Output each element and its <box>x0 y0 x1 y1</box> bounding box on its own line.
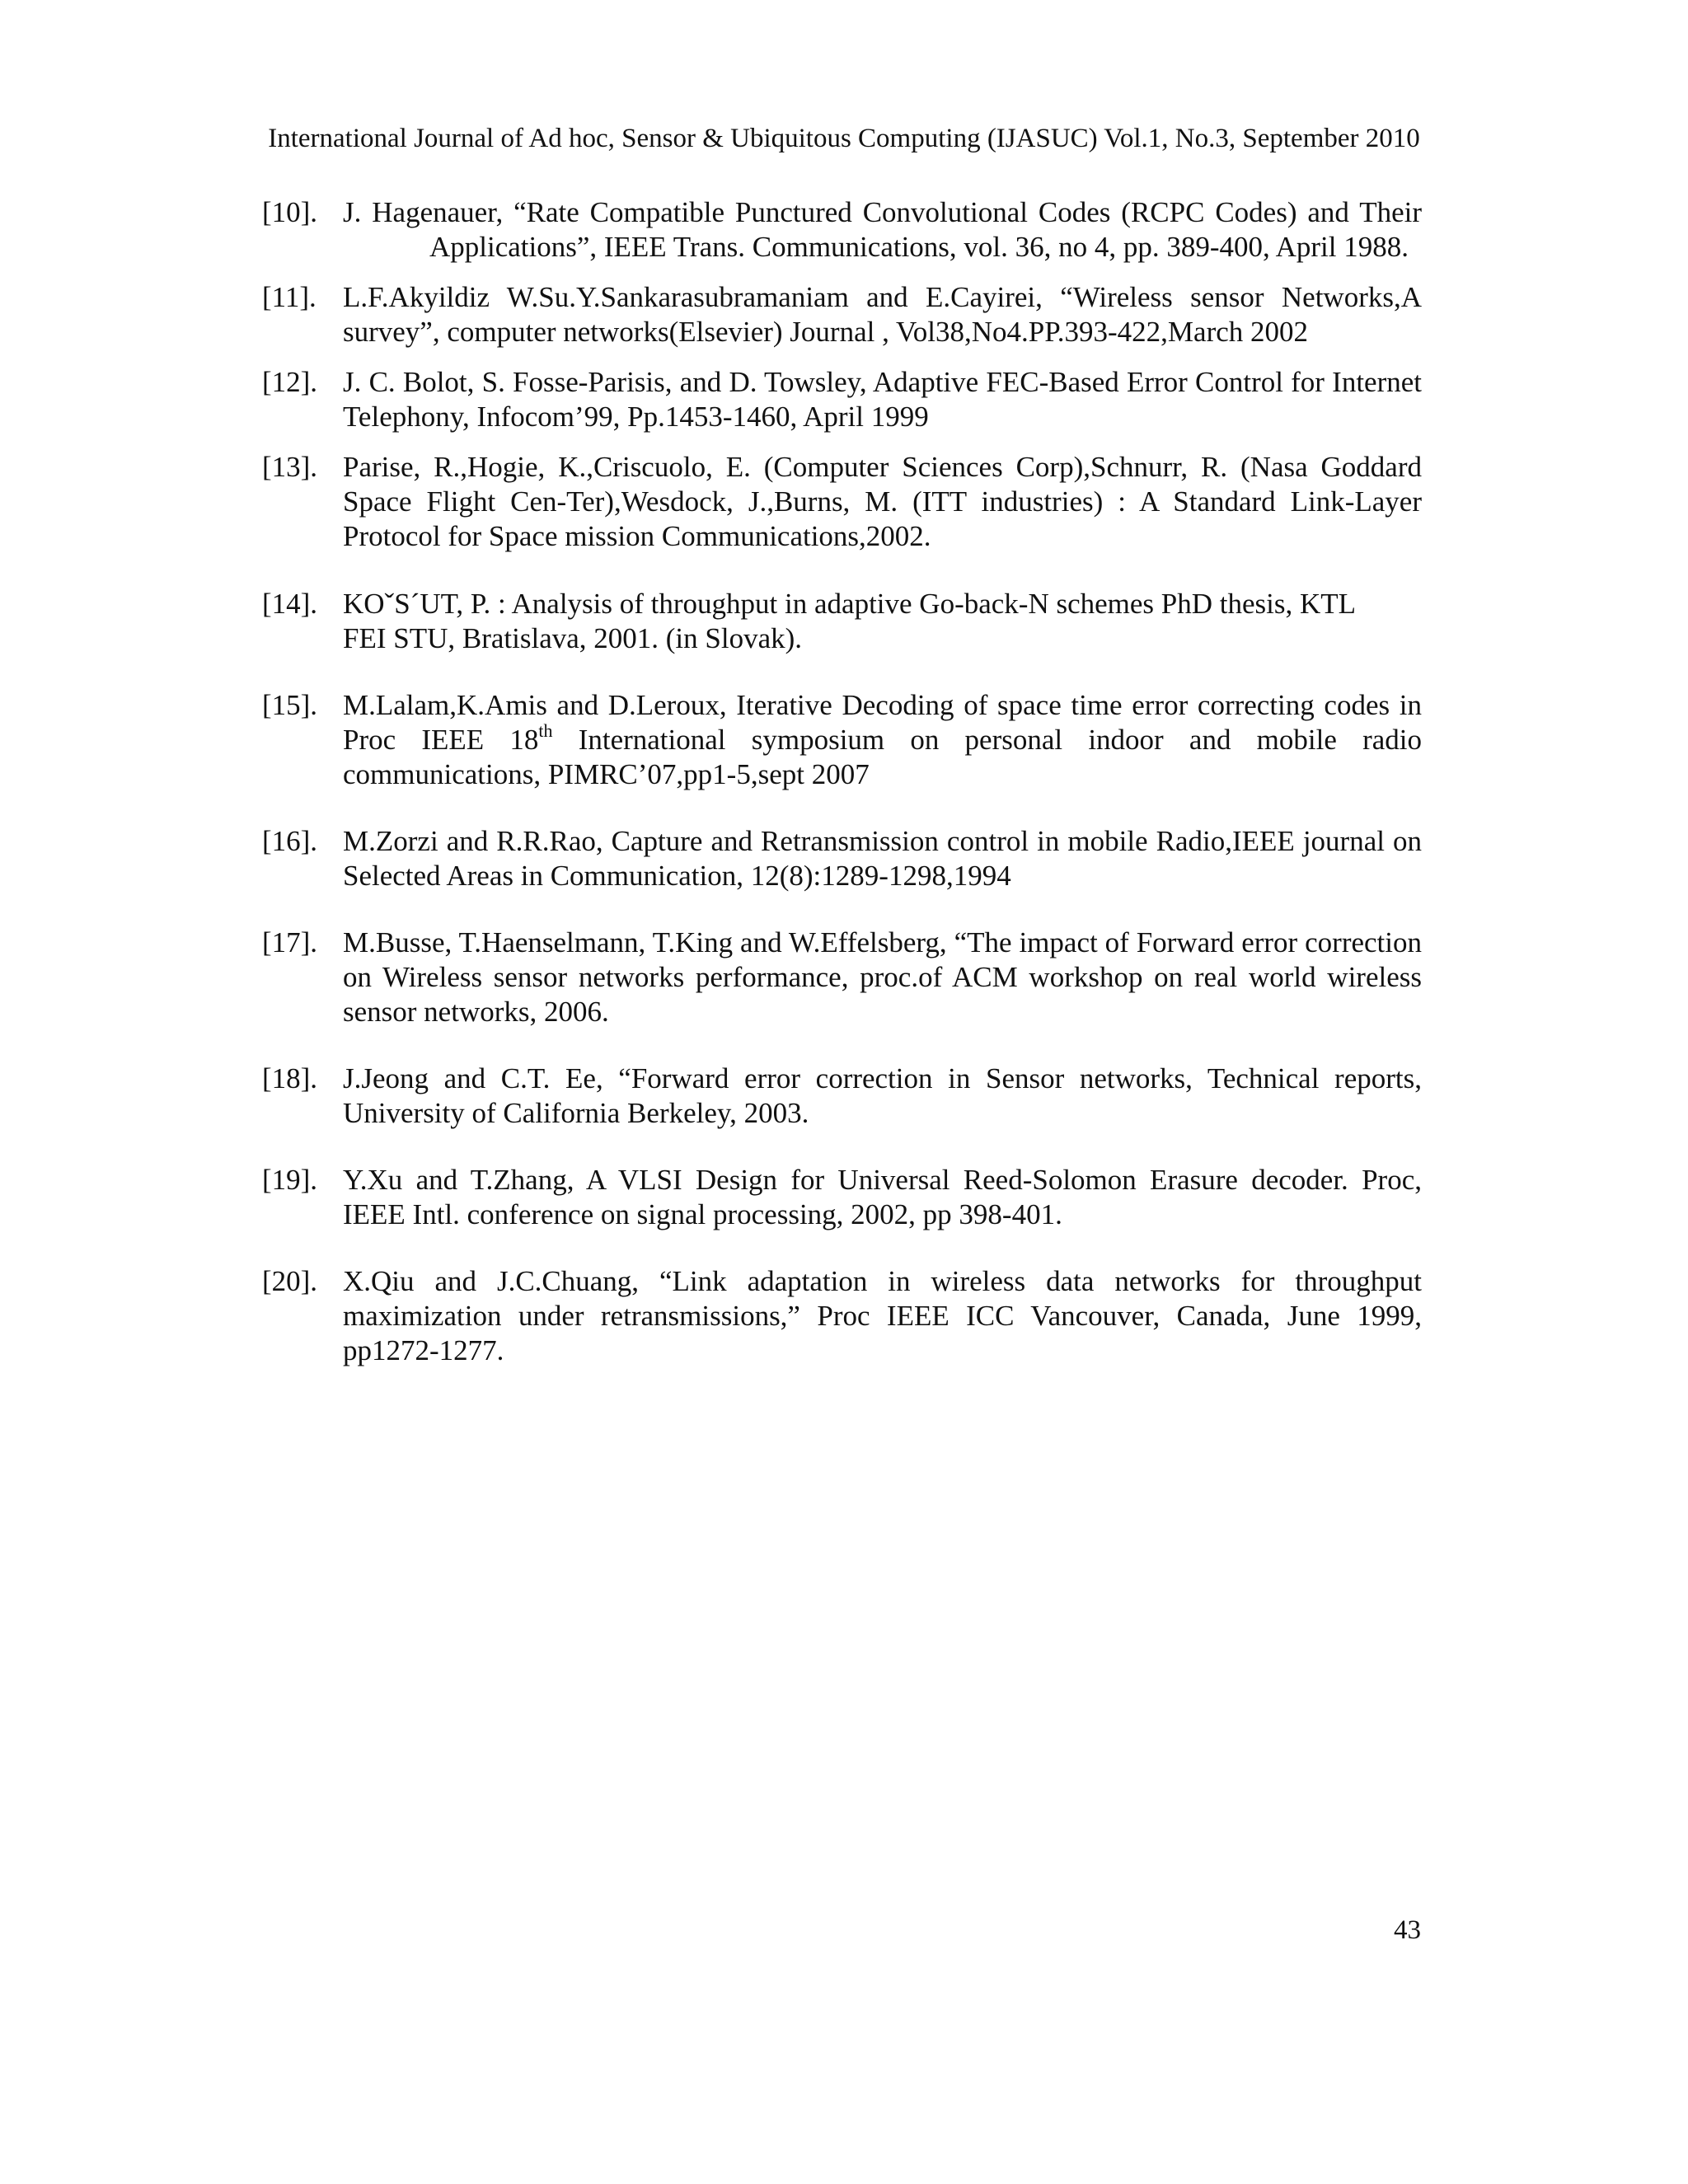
running-header: International Journal of Ad hoc, Sensor & Ubiquitous Computing (IJASUC) Vol.1, No.3, September 2010 <box>268 124 1420 153</box>
reference-item-19 <box>262 1163 1422 1232</box>
page-number: 43 <box>1394 1915 1421 1945</box>
reference-text-part: J. Hagenauer, “Rate Compatible Punctured Convolutional Codes (RCPC Codes) and Their <box>343 196 1422 228</box>
reference-number: [19]. <box>262 1164 318 1196</box>
reference-text <box>343 587 1422 656</box>
reference-item-12 <box>262 365 1422 434</box>
reference-item-17 <box>262 926 1422 1029</box>
reference-number: [15]. <box>262 689 318 721</box>
reference-text: L.F.Akyildiz W.Su.Y.Sankarasubramaniam and E.Cayirei, “Wireless sensor Networks,A survey”, computer networks(Elsevier) Journal , Vol38,No4.PP.393-422,March 2002 <box>343 281 1422 348</box>
reference-text-part: M.Lalam,K.Amis and D.Leroux, Iterative Decoding of space time error correcting codes in Proc IEEE 18 <box>343 689 1422 756</box>
reference-list <box>262 195 1422 1368</box>
reference-number: [14]. <box>262 588 318 620</box>
reference-number: [12]. <box>262 366 318 398</box>
reference-text-line: FEI STU, Bratislava, 2001. (in Slovak). <box>343 622 803 654</box>
reference-text <box>343 195 1422 265</box>
reference-item-15 <box>262 688 1422 792</box>
reference-item-13 <box>262 450 1422 554</box>
reference-text-line: KOˇS´UT, P. : Analysis of throughput in adaptive Go-back-N schemes PhD thesis, KTL <box>343 588 1357 620</box>
reference-item-20 <box>262 1264 1422 1368</box>
reference-text: J. C. Bolot, S. Fosse-Parisis, and D. Towsley, Adaptive FEC-Based Error Control for Internet Telephony, Infocom’99, Pp.1453-1460, April 1999 <box>343 366 1422 433</box>
reference-text: J.Jeong and C.T. Ee, “Forward error correction in Sensor networks, Technical reports, University of California Berkeley, 2003. <box>343 1062 1422 1129</box>
reference-text <box>343 688 1422 792</box>
reference-number: [18]. <box>262 1062 318 1094</box>
reference-number: [20]. <box>262 1265 318 1297</box>
reference-item-16 <box>262 824 1422 893</box>
reference-text: M.Zorzi and R.R.Rao, Capture and Retransmission control in mobile Radio,IEEE journal on Selected Areas in Communication, 12(8):1289-1298,1994 <box>343 825 1422 892</box>
reference-item-14 <box>262 587 1422 656</box>
reference-item-11 <box>262 280 1422 349</box>
reference-text: M.Busse, T.Haenselmann, T.King and W.Effelsberg, “The impact of Forward error correction on Wireless sensor networks performance, proc.of ACM workshop on real world wireless sensor networks, 2006. <box>343 926 1422 1028</box>
reference-item-10 <box>262 195 1422 265</box>
reference-number: [11]. <box>262 281 316 313</box>
reference-text-part: Applications”, IEEE Trans. Communications, vol. 36, no 4, pp. 389-400, April 1988. <box>429 231 1409 263</box>
reference-item-18 <box>262 1062 1422 1131</box>
superscript: th <box>538 720 553 742</box>
reference-text-part: International symposium on personal indoor and mobile radio communications, PIMRC’07,pp1-5,sept 2007 <box>343 724 1422 790</box>
reference-text: Y.Xu and T.Zhang, A VLSI Design for Universal Reed-Solomon Erasure decoder. Proc, IEEE Intl. conference on signal processing, 2002, pp 398-401. <box>343 1164 1422 1230</box>
reference-text: X.Qiu and J.C.Chuang, “Link adaptation in wireless data networks for throughput maximization under retransmissions,” Proc IEEE ICC Vancouver, Canada, June 1999, pp1272-1277. <box>343 1265 1422 1366</box>
reference-number: [13]. <box>262 451 318 483</box>
reference-text: Parise, R.,Hogie, K.,Criscuolo, E. (Computer Sciences Corp),Schnurr, R. (Nasa Goddard Space Flight Cen-Ter),Wesdock, J.,Burns, M. (ITT industries) : A Standard Link-Layer Protocol for Space mission Communications,2002. <box>343 451 1422 552</box>
reference-number: [10]. <box>262 196 318 228</box>
reference-number: [17]. <box>262 926 318 958</box>
reference-number: [16]. <box>262 825 318 857</box>
